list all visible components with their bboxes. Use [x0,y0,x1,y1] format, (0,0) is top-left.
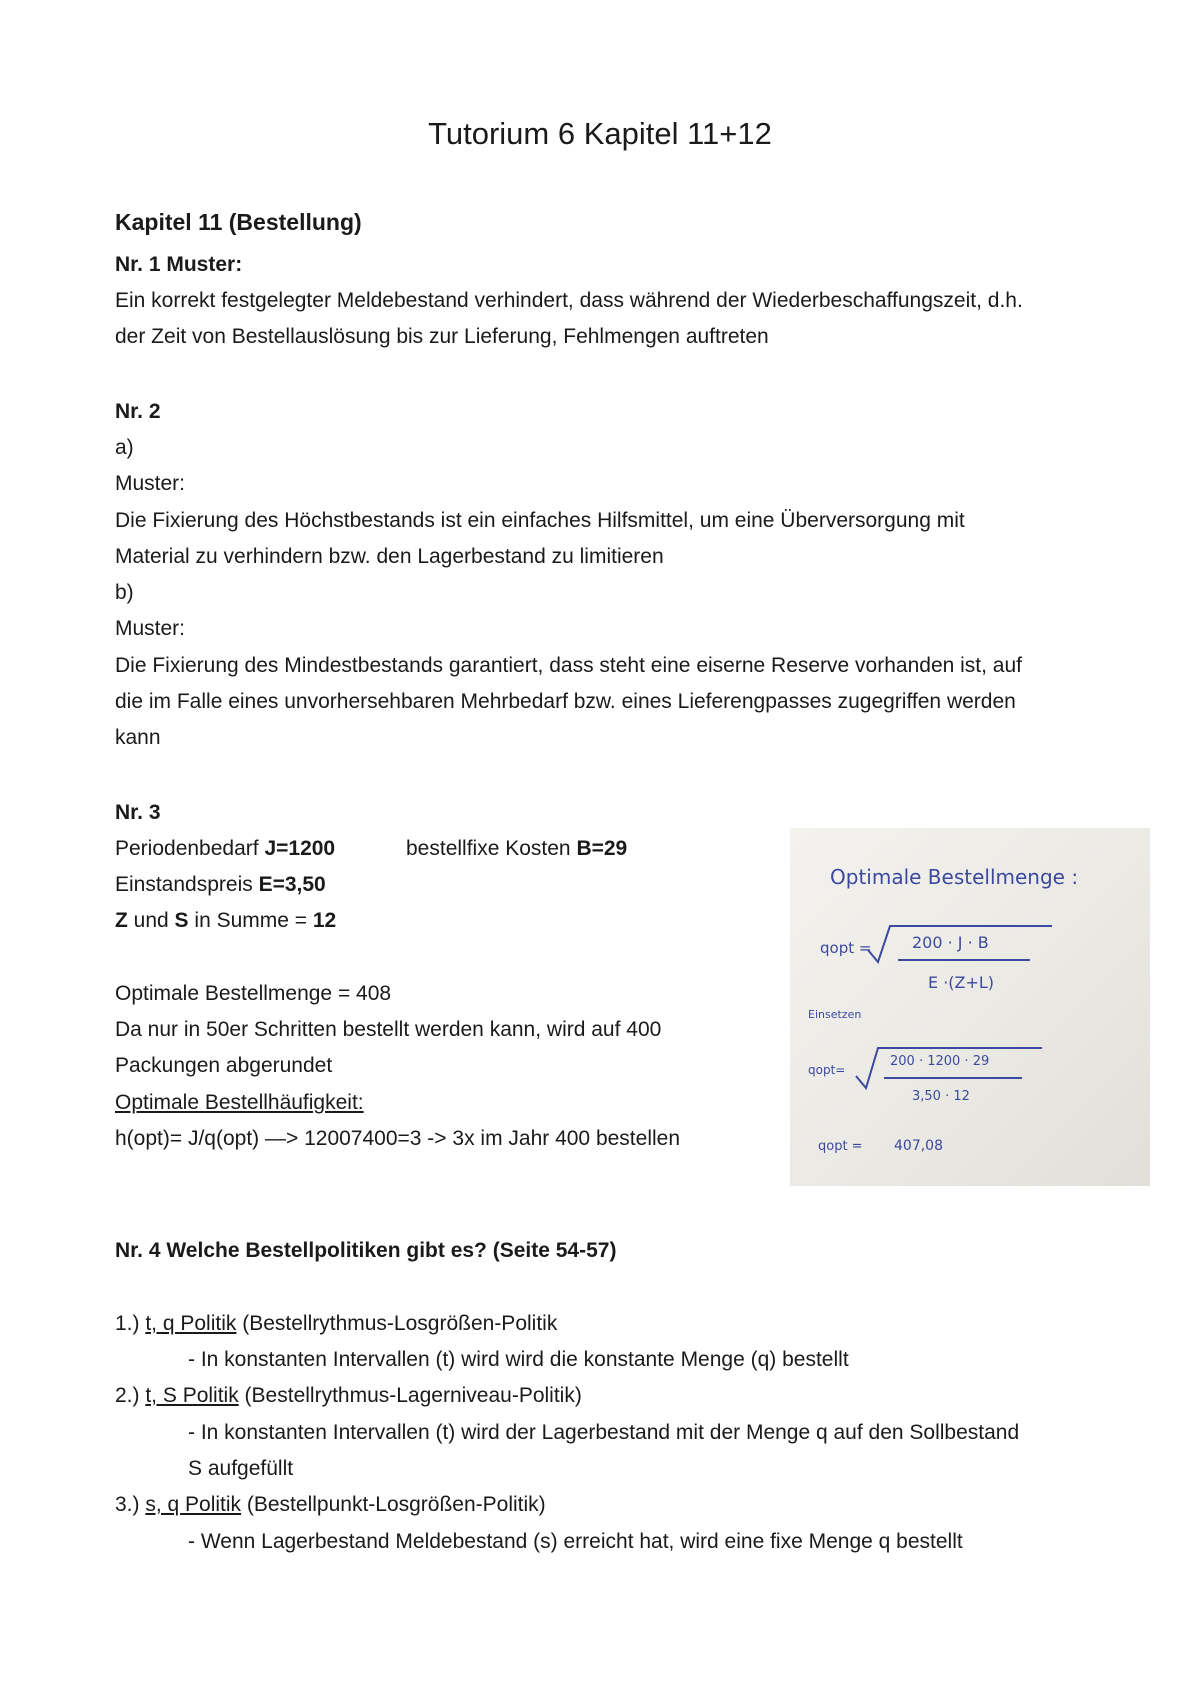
policy-desc: (Bestellpunkt-Losgrößen-Politik) [241,1493,546,1516]
periodenbedarf-label: Periodenbedarf [115,837,265,860]
optimale-bestellmenge: Optimale Bestellmenge = 408 [115,982,392,1005]
policy-item-3-line: - Wenn Lagerbestand Meldebestand (s) erreicht hat, wird eine fixe Menge q bestellt [188,1530,963,1553]
z-letter: Z [115,909,128,932]
policy-item-2-line: - In konstanten Intervallen (t) wird der Lagerbestand mit der Menge q auf den Sollbestand [188,1421,1020,1444]
nr3-heading: Nr. 3 [115,801,161,824]
policy-desc: (Bestellrythmus-Lagerniveau-Politik) [238,1384,582,1407]
policy-item-1-line: - In konstanten Intervallen (t) wird wird die konstante Menge (q) bestellt [188,1348,849,1371]
policy-item-3 [115,1491,546,1519]
photo-numerator-2: 200 · 1200 · 29 [890,1054,990,1069]
bestellfix-value: B=29 [576,837,628,860]
nr2-b-muster: Muster: [115,617,186,640]
einstandspreis-value: E=3,50 [258,873,326,896]
policy-name: t, q Politik [145,1312,237,1335]
haeufigkeit-heading: Optimale Bestellhäufigkeit: [115,1091,364,1114]
photo-qopt-2: qopt= [808,1063,846,1077]
bestellfixe-kosten [406,835,627,863]
policy-number: 1.) [115,1312,146,1335]
photo-qopt-1: qopt = [820,939,872,957]
nr1-heading: Nr. 1 Muster: [115,253,243,276]
photo-numerator-1: 200 · J · B [912,933,989,952]
nr2-heading: Nr. 2 [115,400,161,423]
photo-einsetzen: Einsetzen [808,1008,862,1021]
policy-item-1 [115,1310,557,1338]
nr2-b-label: b) [115,581,134,604]
rundung-line: Da nur in 50er Schritten bestellt werden kann, wird auf 400 [115,1018,662,1041]
photo-title: Optimale Bestellmenge : [830,865,1079,889]
photo-qopt-3: qopt = [818,1139,863,1154]
nr2-b-text-line: die im Falle eines unvorhersehbaren Mehrbedarf bzw. eines Lieferengpasses zugegriffen werden [115,690,1016,713]
nr1-text-line: der Zeit von Bestellauslösung bis zur Lieferung, Fehlmengen auftreten [115,325,769,348]
photo-result: 407,08 [894,1138,943,1154]
nr2-b-text-line: Die Fixierung des Mindestbestands garantiert, dass steht eine eiserne Reserve vorhanden ist, auf [115,654,1022,677]
summe-value: 12 [312,909,337,932]
einstandspreis [115,871,326,899]
nr2-a-muster: Muster: [115,472,186,495]
policy-item-2 [115,1382,582,1410]
bestellfix-label: bestellfixe Kosten [406,837,577,860]
haeufigkeit-formula: h(opt)= J/q(opt) —> 12007400=3 -> 3x im Jahr 400 bestellen [115,1127,681,1150]
nr1-text-line: Ein korrekt festgelegter Meldebestand verhindert, dass während der Wiederbeschaffungszeit, d.h. [115,289,1023,312]
einstandspreis-label: Einstandspreis [115,873,259,896]
page-title: Tutorium 6 Kapitel 11+12 [428,116,772,151]
nr2-b-text-line: kann [115,726,161,749]
photo-denominator-2: 3,50 · 12 [912,1089,970,1104]
nr2-a-text-line: Die Fixierung des Höchstbestands ist ein einfaches Hilfsmittel, um eine Überversorgung mit [115,509,965,532]
periodenbedarf [115,835,335,863]
und-text: und [127,909,175,932]
policy-number: 2.) [115,1384,146,1407]
chapter-heading: Kapitel 11 (Bestellung) [115,209,362,235]
nr2-a-text-line: Material zu verhindern bzw. den Lagerbestand zu limitieren [115,545,664,568]
policy-item-2-line: S aufgefüllt [188,1457,294,1480]
z-und-s [115,907,336,935]
handwritten-calculation-photo [790,828,1150,1186]
policy-number: 3.) [115,1493,146,1516]
nr2-a-label: a) [115,436,134,459]
nr4-heading: Nr. 4 Welche Bestellpolitiken gibt es? (Seite 54-57) [115,1239,617,1262]
photo-denominator-1: E ·(Z+L) [928,973,995,992]
s-letter: S [174,909,189,932]
policy-desc: (Bestellrythmus-Losgrößen-Politik [236,1312,558,1335]
rundung-line: Packungen abgerundet [115,1054,333,1077]
in-summe-text: in Summe = [188,909,313,932]
policy-name: s, q Politik [145,1493,242,1516]
policy-name: t, S Politik [145,1384,239,1407]
periodenbedarf-value: J=1200 [264,837,336,860]
